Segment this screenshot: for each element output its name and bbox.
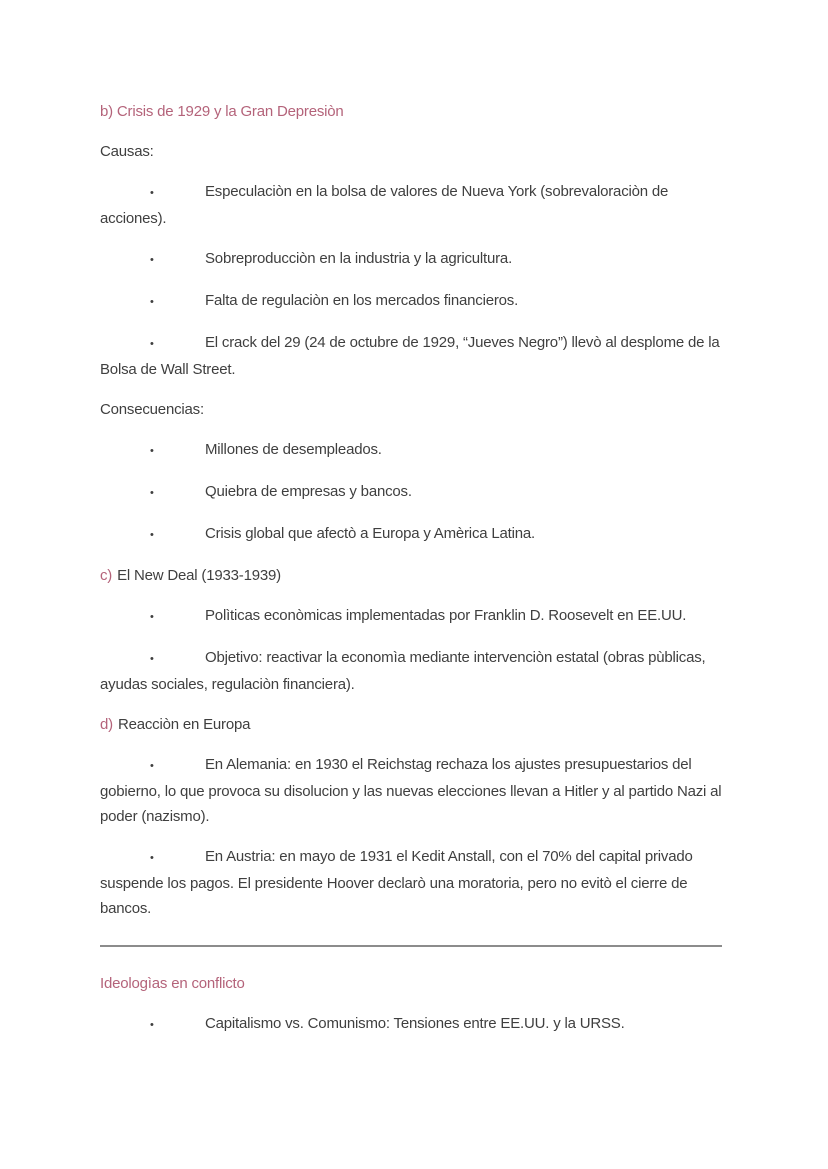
list-item-text: El crack del 29 (24 de octubre de 1929, “Jueves Negro”) llevò al desplome de la Bolsa de Wall Street.	[100, 334, 720, 378]
heading-prefix: d)	[100, 716, 113, 733]
list-item	[100, 437, 722, 464]
heading-title: Reacciòn en Europa	[117, 716, 251, 733]
list-item-text: Capitalismo vs. Comunismo: Tensiones entre EE.UU. y la URSS.	[205, 1015, 625, 1032]
list-item	[100, 479, 722, 506]
list-item	[100, 752, 722, 829]
list-item-text: Sobreproducciòn en la industria y la agricultura.	[205, 250, 513, 267]
bullet-icon: •	[150, 611, 154, 623]
heading-prefix: c)	[100, 567, 113, 584]
bullet-icon: •	[150, 296, 154, 308]
list-item-text: En Austria: en mayo de 1931 el Kedit Anstall, con el 70% del capital privado suspende los pagos. El presidente Hoover declarò una moratoria, pero no evitò el cierre de bancos.	[100, 848, 693, 917]
list-item	[100, 844, 722, 921]
list-item-text: Quiebra de empresas y bancos.	[205, 483, 412, 500]
section-heading-d	[100, 712, 722, 737]
bullet-icon: •	[150, 187, 154, 199]
bullet-icon: •	[150, 338, 154, 350]
bullet-icon: •	[150, 852, 154, 864]
list-item-text: Millones de desempleados.	[205, 441, 382, 458]
list-item-text: Crisis global que afectò a Europa y Amèrica Latina.	[205, 525, 535, 542]
list-item-text: Falta de regulaciòn en los mercados financieros.	[205, 292, 519, 309]
list-item-text: Especulaciòn en la bolsa de valores de Nueva York (sobrevaloraciòn de acciones).	[100, 183, 669, 227]
list-item-text: Objetivo: reactivar la economìa mediante intervenciòn estatal (obras pùblicas, ayudas sociales, regulaciòn financiera).	[100, 649, 706, 693]
section-heading-b: b) Crisis de 1929 y la Gran Depresiòn	[100, 103, 344, 120]
list-item-text: Polìticas econòmicas implementadas por Franklin D. Roosevelt en EE.UU.	[205, 607, 687, 624]
section-heading-ideologias: Ideologìas en conflicto	[100, 975, 245, 992]
list-item-text: En Alemania: en 1930 el Reichstag rechaza los ajustes presupuestarios del gobierno, lo que provoca su disolucion y las nuevas elecciones llevan a Hitler y al partido Nazi al poder (nazismo).	[100, 756, 722, 825]
heading-title: El New Deal (1933-1939)	[117, 567, 281, 584]
consecuencias-title: Consecuencias:	[100, 401, 204, 418]
list-item	[100, 288, 722, 315]
list-item	[100, 179, 722, 231]
section-divider	[100, 945, 722, 947]
bullet-icon: •	[150, 1019, 154, 1031]
list-item	[100, 330, 722, 382]
bullet-icon: •	[150, 529, 154, 541]
section-heading-c	[100, 563, 722, 588]
bullet-icon: •	[150, 760, 154, 772]
list-item	[100, 246, 722, 273]
list-item	[100, 1011, 722, 1038]
bullet-icon: •	[150, 653, 154, 665]
list-item	[100, 521, 722, 548]
bullet-icon: •	[150, 487, 154, 499]
list-item	[100, 603, 722, 630]
bullet-icon: •	[150, 254, 154, 266]
bullet-icon: •	[150, 445, 154, 457]
list-item	[100, 645, 722, 697]
causas-title: Causas:	[100, 143, 154, 160]
